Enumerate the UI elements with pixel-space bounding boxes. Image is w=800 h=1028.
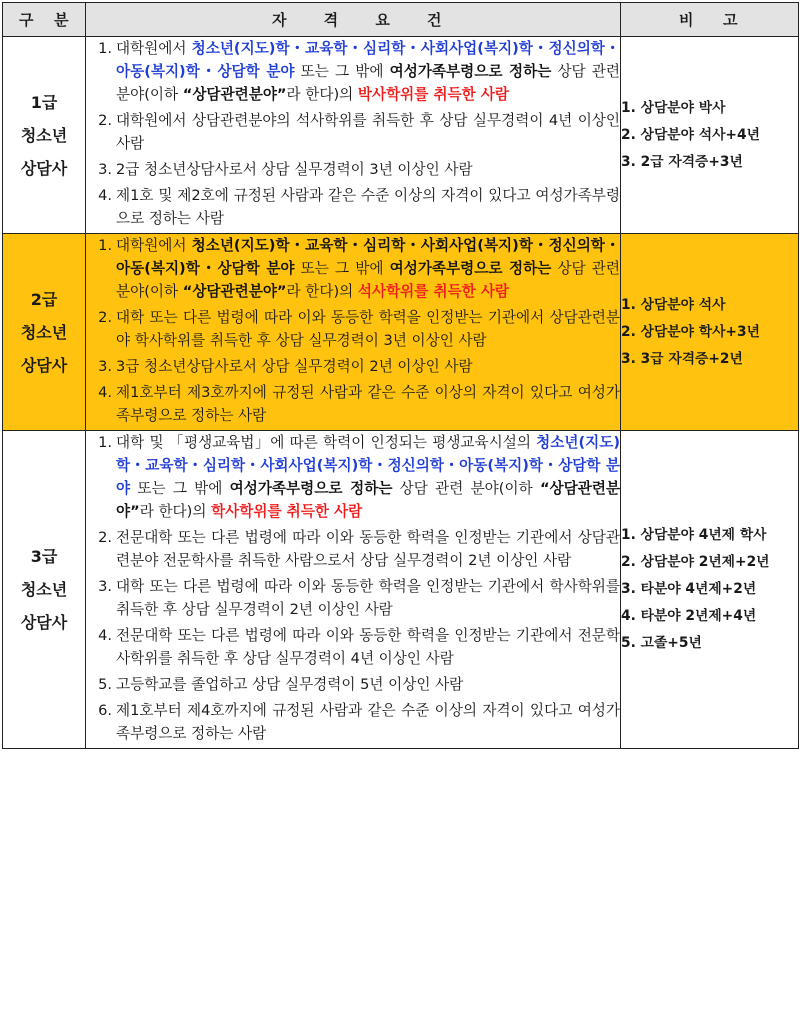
requirement-number: 3. [98,578,112,595]
header-requirements [86,3,621,37]
grade-cell [3,431,86,749]
requirement-number: 4. [98,384,112,401]
requirement-text [116,624,620,670]
header-category [3,3,86,37]
note-line: 2. 상담분야 2년제+2년 [621,554,770,570]
requirement-text [116,355,620,378]
requirement-number: 2. [98,112,112,129]
grade-label-line: 상담사 [20,158,68,178]
note-line: 3. 3급 자격증+2년 [621,350,743,367]
text-segment: 대학원에서 [116,40,192,57]
requirement-item [86,306,620,352]
requirement-item [86,109,620,155]
requirement-number: 2. [98,529,112,546]
text-segment: 3급 청소년상담사로서 상담 실무경력이 2년 이상인 사람 [116,358,473,375]
note-line: 2. 상담분야 학사+3년 [621,323,760,340]
requirement-item [86,234,620,303]
requirement-number: 3. [98,358,112,375]
text-segment: 상담 관련 분야(이하 [116,63,621,103]
field-highlight: 청소년(지도)학・교육학・심리학・사회사업(복지)학・정신의학・아동(복지)학・상담학 분야 [116,434,620,497]
header-requirements-char: 격 [323,11,339,29]
requirement-item [86,624,620,670]
requirements-cell [86,431,621,749]
requirement-text [116,431,620,523]
header-category-char: 분 [54,11,69,29]
bold-text: 청소년(지도)학・교육학・심리학・사회사업(복지)학・정신의학・아동(복지)학・상담학 분야 [116,237,620,277]
field-highlight: 청소년(지도)학・교육학・심리학・사회사업(복지)학・정신의학・아동(복지)학・상담학 분야 [116,40,620,80]
note-line: 1. 상담분야 4년제 학사 [621,527,767,543]
bold-text: 여성가족부령으로 정하는 [389,63,552,80]
text-segment: 또는 그 밖에 [294,63,390,80]
requirement-number: 6. [98,702,112,719]
text-segment: 전문대학 또는 다른 법령에 따라 이와 동등한 학력을 인정받는 기관에서 전문학사학위를 취득한 후 상담 실무경력이 4년 이상인 사람 [116,627,620,667]
requirement-text [116,184,620,230]
note-line: 1. 상담분야 박사 [621,99,726,116]
degree-highlight: 석사학위를 취득한 사람 [357,283,510,300]
text-segment: 전문대학 또는 다른 법령에 따라 이와 동등한 학력을 인정받는 기관에서 상담관련분야 전문학사를 취득한 사람으로서 상담 실무경력이 2년 이상인 사람 [116,529,620,569]
requirement-text [116,699,620,745]
bold-text: “상담관련분야” [182,283,287,300]
bold-text: 여성가족부령으로 정하는 [389,260,552,277]
requirement-number: 4. [98,187,112,204]
text-segment: 라 한다)의 [286,86,358,103]
header-notes [621,3,799,37]
header-requirements-char: 자 [272,11,287,29]
note-line: 5. 고졸+5년 [621,635,702,651]
note-line: 2. 상담분야 석사+4년 [621,126,760,143]
requirement-item [86,699,620,745]
text-segment: 대학 및 「평생교육법」에 따른 학력이 인정되는 평생교육시설의 [116,434,537,451]
requirement-text [116,37,620,106]
requirement-text [116,234,620,303]
text-segment: 대학 또는 다른 법령에 따라 이와 동등한 학력을 인정받는 기관에서 학사학위를 취득한 후 상담 실무경력이 2년 이상인 사람 [116,578,620,618]
text-segment: 제1호부터 제4호까지에 규정된 사람과 같은 수준 이상의 자격이 있다고 여성가족부령으로 정하는 사람 [116,702,620,742]
grade-label-line: 상담사 [20,355,68,375]
text-segment: 라 한다)의 [286,283,358,300]
text-segment: 또는 그 밖에 [294,260,390,277]
requirement-item [86,575,620,621]
header-requirements-char: 건 [426,11,442,29]
requirement-text [116,158,620,181]
requirement-item [86,37,620,106]
note-line: 3. 2급 자격증+3년 [621,153,743,170]
requirement-number: 2. [98,309,112,326]
grade-row [3,234,799,431]
bold-text: “상담관련분야” [116,480,621,520]
text-segment: 상담 관련 분야(이하 [392,480,540,497]
grade-label-line: 3급 [30,547,58,566]
text-segment: 고등학교를 졸업하고 상담 실무경력이 5년 이상인 사람 [116,676,464,693]
text-segment: 또는 그 밖에 [130,480,230,497]
requirements-cell [86,37,621,234]
degree-highlight: 박사학위를 취득한 사람 [357,86,510,103]
grade-label-line: 1급 [30,92,58,112]
text-segment: 상담 관련 분야(이하 [116,260,621,300]
header-category-char: 구 [19,11,34,29]
requirement-item [86,526,620,572]
requirement-item [86,381,620,427]
requirement-number: 3. [98,161,112,178]
bold-text: 여성가족부령으로 정하는 [229,480,393,497]
text-segment: 제1호부터 제3호까지에 규정된 사람과 같은 수준 이상의 자격이 있다고 여성가족부령으로 정하는 사람 [116,384,620,424]
notes-cell [621,431,799,749]
text-segment: 2급 청소년상담사로서 상담 실무경력이 3년 이상인 사람 [116,161,473,178]
requirement-number: 5. [98,676,112,693]
header-notes-char: 비 [679,11,694,29]
header-row [3,3,799,37]
text-segment: 대학 또는 다른 법령에 따라 이와 동등한 학력을 인정받는 기관에서 상담관련분야 학사학위를 취득한 후 상담 실무경력이 3년 이상인 사람 [116,309,620,349]
requirement-number: 4. [98,627,112,644]
degree-highlight: 학사학위를 취득한 사람 [211,503,363,520]
text-segment: 라 한다)의 [139,503,212,520]
requirement-text [116,381,620,427]
requirement-number: 1. [98,237,112,254]
grade-label-line: 청소년 [20,580,68,599]
requirements-list [86,37,620,230]
requirement-item [86,184,620,230]
notes-cell [621,234,799,431]
requirement-text [116,306,620,352]
text-segment: 제1호 및 제2호에 규정된 사람과 같은 수준 이상의 자격이 있다고 여성가족부령으로 정하는 사람 [116,187,620,227]
requirement-text [116,109,620,155]
text-segment: 대학원에서 상담관련분야의 석사학위를 취득한 후 상담 실무경력이 4년 이상인 사람 [116,112,620,152]
grade-label-line: 2급 [30,289,58,309]
note-line: 4. 타분야 2년제+4년 [621,608,757,624]
grade-label-line: 상담사 [20,613,68,632]
grade-cell [3,37,86,234]
header-notes-char: 고 [723,11,738,29]
notes-cell [621,37,799,234]
grade-row [3,431,799,749]
requirement-number: 1. [98,434,112,451]
requirement-item [86,355,620,378]
requirement-item [86,431,620,523]
requirement-item [86,158,620,181]
requirement-text [116,575,620,621]
requirement-text [116,673,620,696]
grade-label-line: 청소년 [20,125,68,145]
note-line: 3. 타분야 4년제+2년 [621,581,757,597]
requirements-list [86,431,620,745]
grade-cell [3,234,86,431]
requirements-cell [86,234,621,431]
requirement-item [86,673,620,696]
text-segment: 대학원에서 [116,237,192,254]
requirement-text [116,526,620,572]
bold-text: “상담관련분야” [182,86,287,103]
grade-row [3,37,799,234]
grade-label-line: 청소년 [20,322,68,342]
note-line: 1. 상담분야 석사 [621,296,726,313]
requirements-list [86,234,620,427]
header-requirements-char: 요 [375,11,391,29]
qualification-table [2,2,799,749]
requirement-number: 1. [98,40,112,57]
